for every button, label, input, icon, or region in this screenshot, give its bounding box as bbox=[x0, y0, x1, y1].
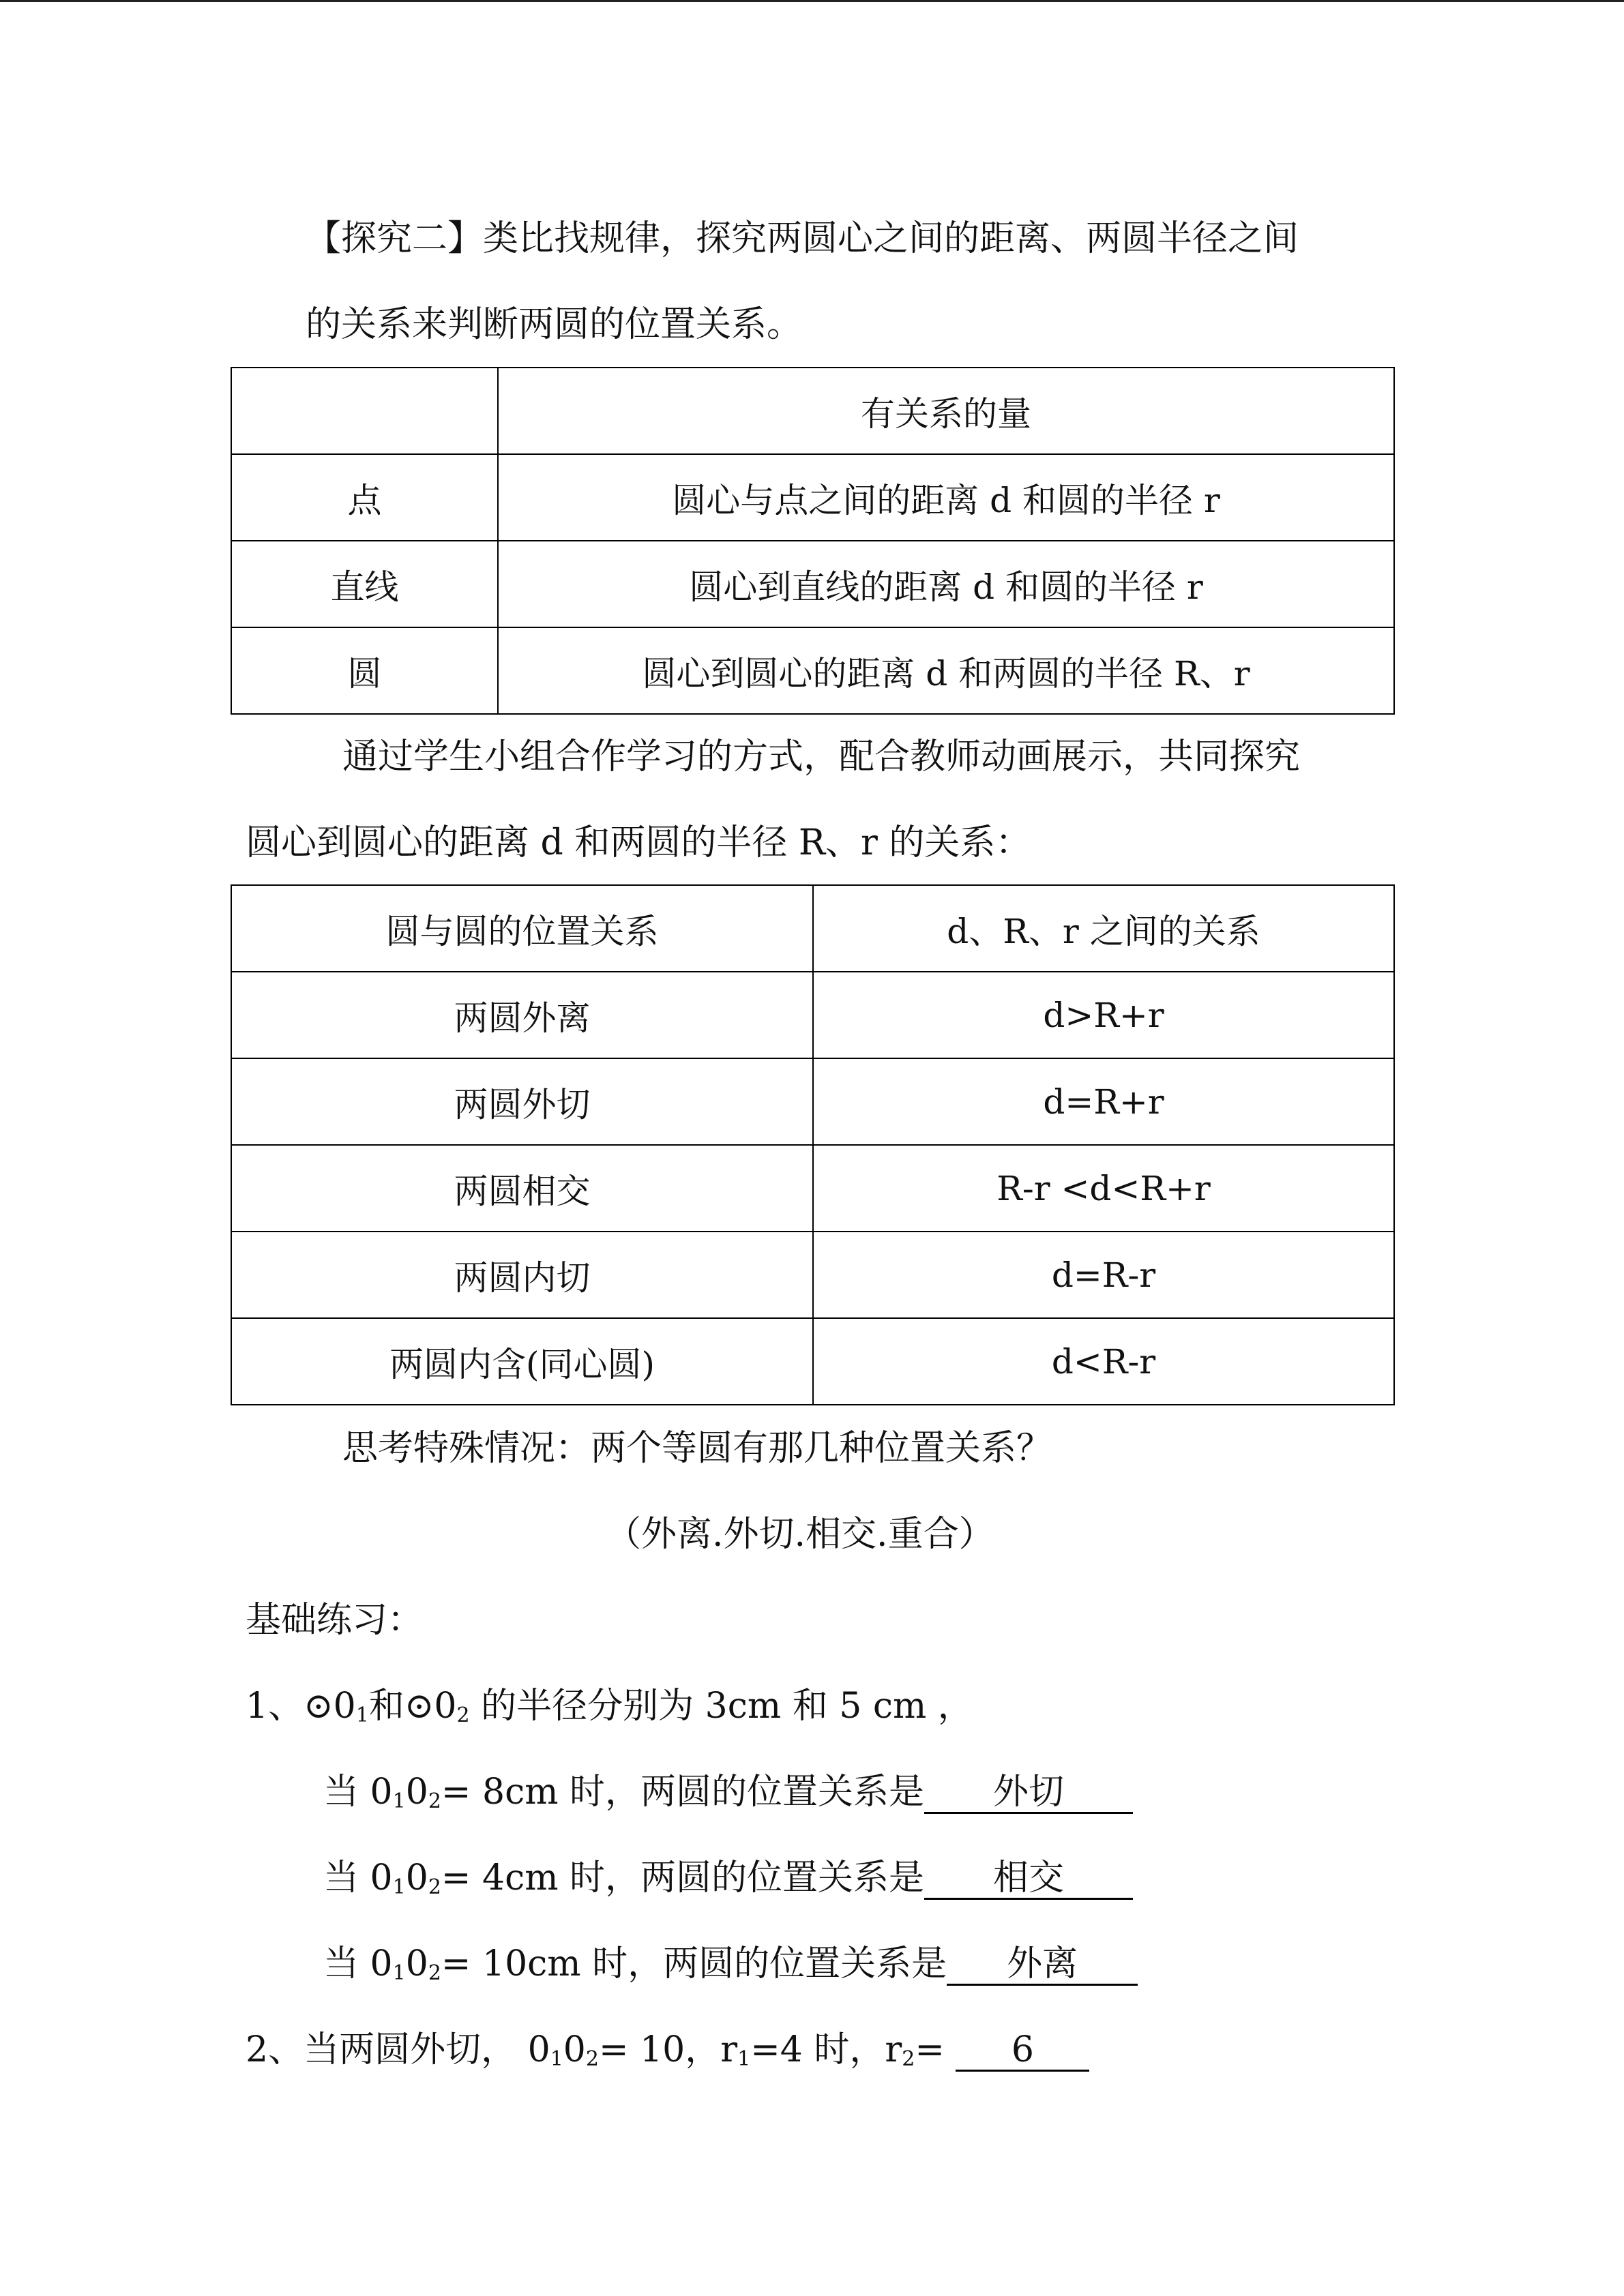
table-cell: d<R-r bbox=[813, 1318, 1394, 1405]
subscript: 2 bbox=[428, 1961, 441, 1985]
line-text: 0 bbox=[405, 1772, 428, 1813]
question-1-line-1 bbox=[323, 1770, 1133, 1814]
table-cell: 圆心到直线的距离 d 和圆的半径 r bbox=[498, 541, 1394, 627]
subscript: 2 bbox=[428, 1875, 441, 1899]
table-related-quantities bbox=[231, 367, 1395, 715]
subscript: 2 bbox=[428, 1789, 441, 1813]
question-1-line-3 bbox=[323, 1942, 1138, 1986]
table-header-cell: d、R、r 之间的关系 bbox=[813, 885, 1394, 972]
heading-line-2: 的关系来判断两圆的位置关系。 bbox=[306, 304, 803, 345]
subscript: 2 bbox=[585, 2047, 599, 2071]
table-cell: d=R+r bbox=[813, 1058, 1394, 1145]
q1-subscript: 1 bbox=[355, 1703, 369, 1727]
table-cell: 两圆内切 bbox=[231, 1232, 813, 1318]
page-top-border bbox=[0, 0, 1624, 2]
subscript: 1 bbox=[737, 2047, 751, 2071]
line-text: 0 bbox=[405, 1858, 428, 1898]
q1-prefix: 1、⊙0 bbox=[246, 1686, 356, 1727]
subscript: 2 bbox=[902, 2047, 915, 2071]
line-text: 0 bbox=[405, 1943, 428, 1984]
table-row bbox=[231, 1058, 1394, 1145]
section-heading bbox=[306, 217, 1299, 260]
think-question: 思考特殊情况：两个等圆有那几种位置关系？ bbox=[342, 1428, 1052, 1469]
heading-bracket: 【探究二】 bbox=[306, 218, 484, 259]
table-header-cell: 圆与圆的位置关系 bbox=[231, 885, 813, 972]
q2-text: = bbox=[915, 2029, 956, 2070]
subscript: 1 bbox=[392, 1875, 406, 1899]
table-cell: 圆心到圆心的距离 d 和两圆的半径 R、r bbox=[498, 627, 1394, 714]
heading-text: 类比找规律，探究两圆心之间的距离、两圆半径之间 bbox=[483, 218, 1299, 259]
line-text: = 4cm 时，两圆的位置关系是 bbox=[441, 1858, 925, 1898]
think-answer: （外离.外切.相交.重合） bbox=[606, 1514, 994, 1555]
table-cell: d>R+r bbox=[813, 972, 1394, 1058]
answer-blank: 外切 bbox=[924, 1772, 1133, 1814]
paragraph-line-2: 圆心到圆心的距离 d 和两圆的半径 R、r 的关系： bbox=[246, 822, 1031, 863]
answer-blank: 相交 bbox=[924, 1858, 1133, 1900]
table-row bbox=[231, 454, 1394, 541]
q1-subscript: 2 bbox=[456, 1703, 470, 1727]
table-row bbox=[231, 1318, 1394, 1405]
table-cell: 圆 bbox=[231, 627, 498, 714]
answer-blank: 外离 bbox=[947, 1944, 1138, 1986]
paragraph-line-1: 通过学生小组合作学习的方式，配合教师动画展示，共同探究 bbox=[342, 736, 1301, 777]
subscript: 1 bbox=[392, 1961, 406, 1985]
table-cell: 两圆外切 bbox=[231, 1058, 813, 1145]
question-1 bbox=[246, 1684, 973, 1728]
table-row bbox=[231, 1232, 1394, 1318]
q1-mid: 和⊙0 bbox=[368, 1686, 457, 1727]
line-text: = 8cm 时，两圆的位置关系是 bbox=[441, 1772, 925, 1813]
table-cell: 两圆外离 bbox=[231, 972, 813, 1058]
q2-text: 0 bbox=[563, 2029, 586, 2070]
table-cell: 直线 bbox=[231, 541, 498, 627]
table-cell: 两圆内含(同心圆) bbox=[231, 1318, 813, 1405]
table-row bbox=[231, 1145, 1394, 1232]
table-cell: 两圆相交 bbox=[231, 1145, 813, 1232]
table-header-cell: 有关系的量 bbox=[498, 368, 1394, 454]
table-cell: 点 bbox=[231, 454, 498, 541]
line-text: 当 0 bbox=[323, 1858, 393, 1898]
q2-text: 2、当两圆外切， 0 bbox=[246, 2029, 550, 2070]
line-text: 当 0 bbox=[323, 1772, 393, 1813]
table-header-row bbox=[231, 368, 1394, 454]
table-cell: R-r <d<R+r bbox=[813, 1145, 1394, 1232]
subscript: 1 bbox=[550, 2047, 563, 2071]
table-cell: 圆心与点之间的距离 d 和圆的半径 r bbox=[498, 454, 1394, 541]
table-header-row bbox=[231, 885, 1394, 972]
q2-text: =4 时，r bbox=[750, 2029, 902, 2070]
table-cell: d=R-r bbox=[813, 1232, 1394, 1318]
question-2 bbox=[246, 2028, 1089, 2072]
question-1-line-2 bbox=[323, 1856, 1133, 1900]
line-text: = 10cm 时，两圆的位置关系是 bbox=[441, 1943, 947, 1984]
exercise-title: 基础练习： bbox=[246, 1600, 424, 1641]
q1-rest: 的半径分别为 3cm 和 5 cm ， bbox=[469, 1686, 973, 1727]
table-row bbox=[231, 627, 1394, 714]
table-header-cell bbox=[231, 368, 498, 454]
line-text: 当 0 bbox=[323, 1943, 393, 1984]
table-circle-relations bbox=[231, 884, 1395, 1405]
answer-blank: 6 bbox=[956, 2030, 1089, 2072]
table-row bbox=[231, 541, 1394, 627]
table-row bbox=[231, 972, 1394, 1058]
subscript: 1 bbox=[392, 1789, 406, 1813]
q2-text: = 10，r bbox=[598, 2029, 738, 2070]
